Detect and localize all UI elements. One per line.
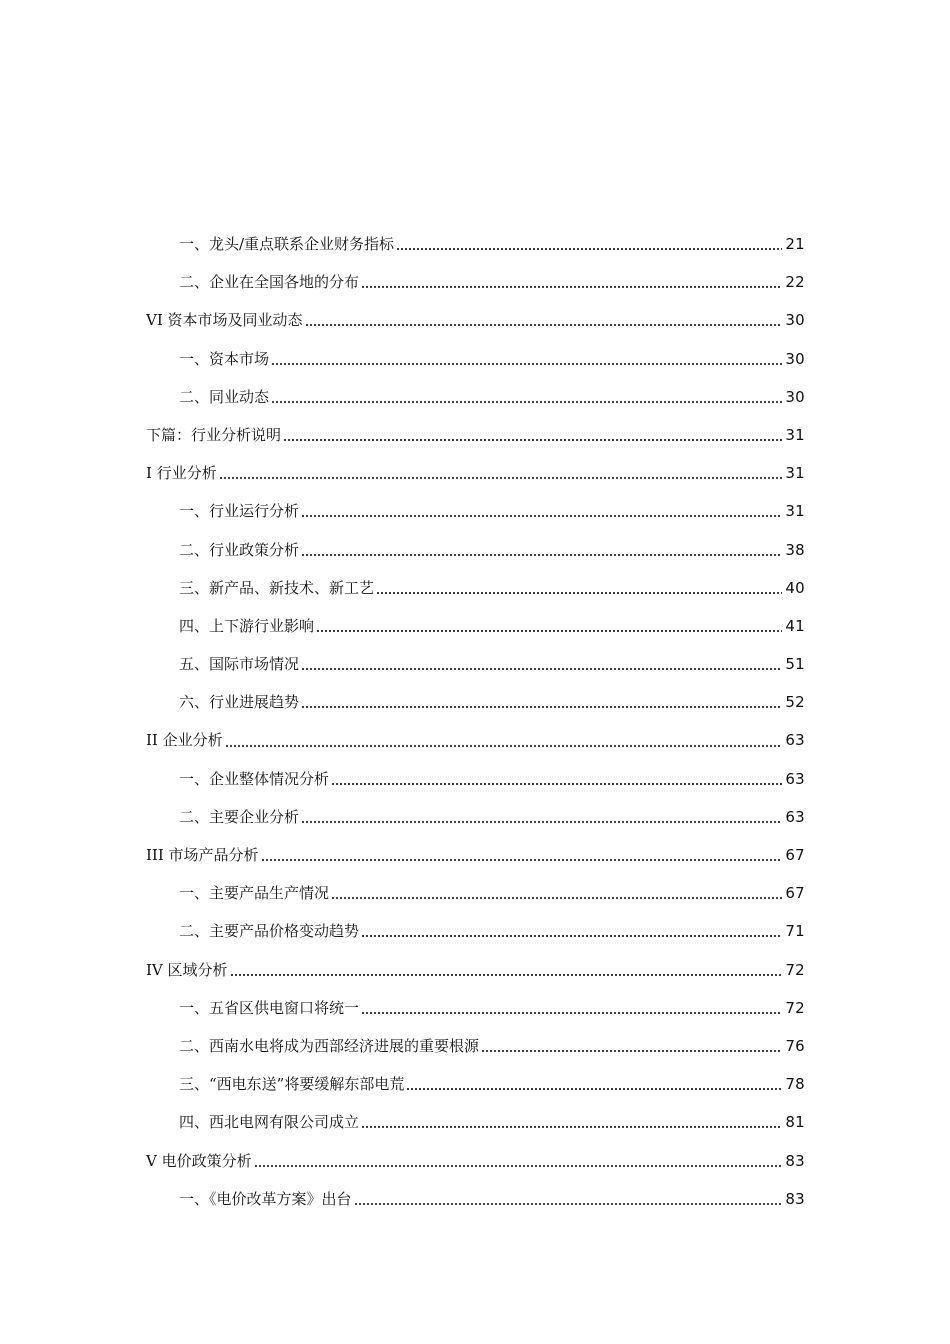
toc-entry-title: 三、新产品、新技术、新工艺	[179, 578, 375, 597]
toc-entry-page-number: 67	[785, 846, 805, 864]
dot-leader	[305, 323, 783, 327]
toc-entry-page-number: 52	[785, 693, 805, 712]
dot-leader	[301, 553, 782, 557]
dot-leader	[361, 1125, 782, 1129]
toc-entry-title: 三、“西电东送”将要缓解东部电荒	[179, 1075, 405, 1094]
toc-entry-title: 五、国际市场情况	[179, 655, 300, 674]
dot-leader	[301, 667, 782, 671]
dot-leader	[331, 782, 782, 786]
toc-entry-title: V 电价政策分析	[146, 1151, 252, 1170]
dot-leader	[331, 896, 782, 900]
toc-entry-page-number: 72	[785, 960, 805, 979]
toc-entry-title: 一、龙头/重点联系企业财务指标	[179, 235, 395, 253]
dot-leader	[361, 1011, 782, 1015]
toc-entry-title: 二、企业在全国各地的分布	[179, 273, 360, 292]
toc-entry[interactable]	[146, 569, 805, 607]
toc-entry-page-number: 30	[785, 311, 805, 330]
toc-entry[interactable]	[146, 836, 805, 874]
toc-entry[interactable]	[146, 912, 805, 950]
toc-entry-page-number: 78	[785, 1075, 805, 1094]
dot-leader	[261, 858, 783, 862]
dot-leader	[301, 705, 782, 709]
dot-leader	[301, 820, 782, 824]
toc-entry-page-number: 72	[785, 998, 805, 1017]
toc-entry[interactable]	[146, 874, 805, 912]
toc-entry-title: 下篇：行业分析说明	[146, 425, 282, 444]
toc-entry-page-number: 51	[785, 655, 805, 674]
toc-entry[interactable]	[146, 760, 805, 798]
toc-entry[interactable]	[146, 340, 805, 378]
toc-entry-page-number: 22	[785, 273, 805, 292]
toc-entry-page-number: 40	[785, 578, 805, 597]
toc-entry-title: 一、主要产品生产情况	[179, 884, 330, 903]
toc-entry[interactable]	[146, 454, 805, 492]
toc-entry[interactable]	[146, 263, 805, 301]
dot-leader	[316, 629, 782, 633]
dot-leader	[271, 400, 782, 404]
dot-leader	[361, 934, 782, 938]
toc-entry-page-number: 67	[785, 884, 805, 903]
dot-leader	[481, 1049, 782, 1053]
table-of-contents	[146, 225, 805, 1218]
dot-leader	[361, 285, 782, 289]
toc-entry[interactable]	[146, 416, 805, 454]
toc-entry[interactable]	[146, 1180, 805, 1218]
toc-entry-title: 一、资本市场	[179, 349, 270, 368]
dot-leader	[301, 514, 782, 518]
toc-entry-page-number: 31	[785, 502, 805, 521]
toc-entry-title: 四、西北电网有限公司成立	[179, 1113, 360, 1132]
toc-entry[interactable]	[146, 1027, 805, 1065]
toc-entry[interactable]	[146, 645, 805, 683]
dot-leader	[376, 591, 782, 595]
toc-entry-page-number: 30	[785, 349, 805, 368]
toc-entry-title: VI 资本市场及同业动态	[146, 311, 303, 330]
toc-entry[interactable]	[146, 1142, 805, 1180]
toc-entry[interactable]	[146, 225, 805, 263]
dot-leader	[283, 438, 782, 442]
toc-entry-title: 一、《电价改革方案》出台	[179, 1189, 352, 1208]
dot-leader	[254, 1164, 783, 1168]
toc-entry[interactable]	[146, 721, 805, 759]
toc-entry[interactable]	[146, 1065, 805, 1103]
toc-entry-page-number: 31	[785, 464, 805, 483]
toc-entry-title: 二、同业动态	[179, 387, 270, 406]
toc-entry-page-number: 71	[785, 922, 805, 941]
toc-entry[interactable]	[146, 951, 805, 989]
toc-entry-title: 二、西南水电将成为西部经济进展的重要根源	[179, 1036, 480, 1055]
toc-entry-page-number: 83	[785, 1189, 805, 1208]
toc-entry-page-number: 63	[785, 731, 805, 750]
toc-entry-title: 一、行业运行分析	[179, 502, 300, 521]
toc-entry[interactable]	[146, 607, 805, 645]
toc-entry-page-number: 38	[785, 540, 805, 559]
toc-entry[interactable]	[146, 989, 805, 1027]
toc-entry-title: 二、主要企业分析	[179, 807, 300, 826]
toc-entry-title: 二、主要产品价格变动趋势	[179, 922, 360, 941]
toc-entry-title: 一、企业整体情况分析	[179, 769, 330, 788]
dot-leader	[219, 476, 783, 480]
toc-entry-title: I 行业分析	[146, 464, 217, 483]
toc-entry-page-number: 81	[785, 1113, 805, 1132]
toc-entry-page-number: 30	[785, 387, 805, 406]
toc-entry-title: IV 区域分析	[146, 960, 228, 979]
toc-entry-title: III 市场产品分析	[146, 846, 259, 864]
toc-entry-title: 二、行业政策分析	[179, 540, 300, 559]
dot-leader	[230, 973, 783, 977]
dot-leader	[354, 1202, 783, 1206]
toc-entry[interactable]	[146, 301, 805, 339]
dot-leader	[396, 247, 782, 251]
toc-entry-page-number: 41	[785, 616, 805, 635]
toc-entry-page-number: 63	[785, 807, 805, 826]
toc-entry[interactable]	[146, 1103, 805, 1141]
dot-leader	[271, 362, 782, 366]
toc-entry[interactable]	[146, 492, 805, 530]
toc-entry-title: 六、行业进展趋势	[179, 693, 300, 712]
toc-entry-title: 一、五省区供电窗口将统一	[179, 998, 360, 1017]
toc-entry[interactable]	[146, 683, 805, 721]
dot-leader	[406, 1087, 782, 1091]
toc-entry-page-number: 31	[785, 425, 805, 444]
toc-entry-page-number: 76	[785, 1036, 805, 1055]
dot-leader	[225, 744, 783, 748]
toc-entry-page-number: 63	[785, 769, 805, 788]
toc-entry-page-number: 21	[785, 235, 805, 253]
toc-entry[interactable]	[146, 378, 805, 416]
toc-entry-page-number: 83	[785, 1151, 805, 1170]
toc-entry[interactable]	[146, 531, 805, 569]
toc-entry-title: II 企业分析	[146, 731, 223, 750]
toc-entry[interactable]	[146, 798, 805, 836]
toc-entry-title: 四、上下游行业影响	[179, 616, 315, 635]
